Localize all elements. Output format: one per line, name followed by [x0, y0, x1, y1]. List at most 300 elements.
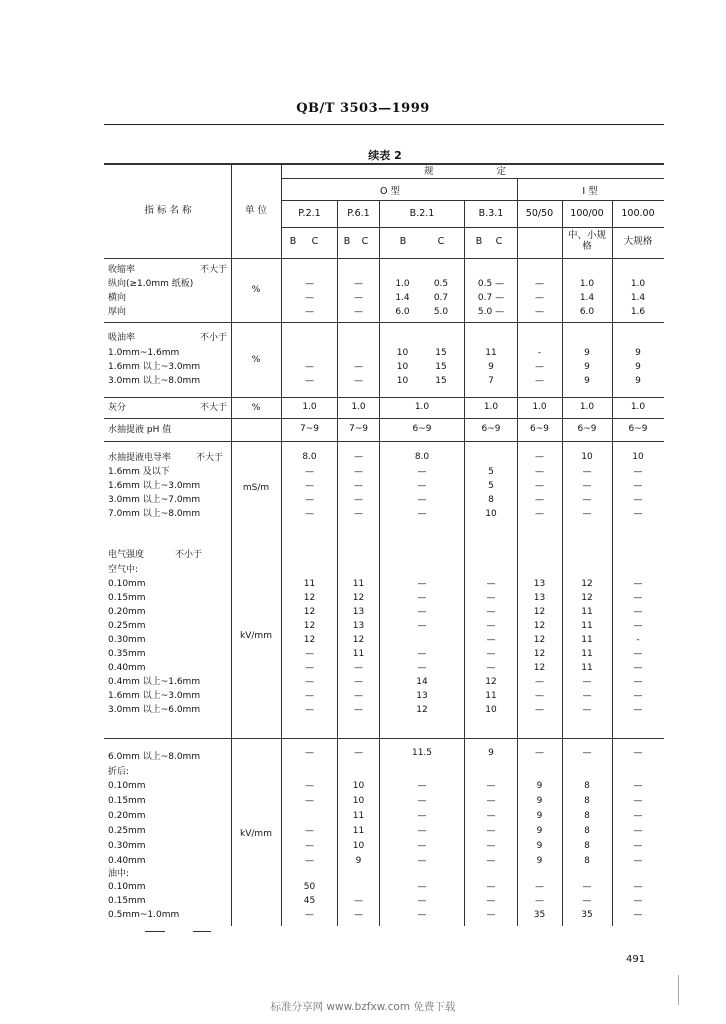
elec2-value: — [417, 841, 427, 851]
shrink-value: 5.0 — [477, 307, 505, 317]
elec2-value: — [633, 811, 643, 821]
indicator-header: 指 标 名 称 [144, 205, 192, 216]
elec2-oil-value: 35 [581, 910, 593, 920]
oil-limit: 不小于 [200, 333, 228, 343]
sub-b31-c: C [495, 236, 503, 247]
elec2-oil-value: — [486, 882, 496, 892]
shrink-value: 0.5 — [477, 279, 505, 289]
oil-value: 9 [635, 348, 641, 358]
sub-mid-small: 中、小规格 [567, 230, 606, 252]
cond-item: 1.6mm 以上~3.0mm [108, 481, 201, 491]
elec2-value: — [305, 826, 314, 836]
cond-value: — [354, 481, 363, 491]
shrink-value: 1.4 [395, 293, 410, 303]
grade-p61: P.6.1 [347, 208, 370, 219]
shrink-item: 纵向(≥1.0mm 纸板) [108, 279, 194, 289]
ash-value: 1.0 [351, 402, 366, 412]
elec-value: 11 [352, 579, 365, 589]
shrink-value: 1.0 [579, 279, 595, 289]
elec2-item: 0.20mm [108, 811, 146, 821]
cond-value: — [633, 509, 643, 519]
elec-value: — [486, 607, 496, 617]
shrink-value: 1.4 [579, 293, 595, 303]
oil-value: — [354, 362, 363, 372]
cond-value: 10 [632, 452, 644, 462]
elec-value: — [582, 691, 592, 701]
shrink-unit: % [251, 285, 261, 295]
elec-item: 0.10mm [108, 579, 146, 589]
elec2-first-value: — [535, 748, 544, 758]
cond-value: — [633, 495, 643, 505]
elec-value: — [354, 677, 363, 687]
elec-value: 12 [533, 649, 546, 659]
elec2-first-item: 6.0mm 以上~8.0mm [108, 752, 201, 762]
grade-100-00b: 100.00 [621, 208, 655, 219]
bottom-stroke [145, 931, 165, 932]
spec-header: 规 定 [423, 166, 537, 177]
oil-value: 9 [584, 362, 590, 372]
cond-title: 水抽提液电导率 [108, 453, 172, 463]
shrink-item: 厚向 [108, 307, 127, 317]
elec2-oil-value: — [417, 910, 427, 920]
elec-item: 3.0mm 以上~6.0mm [108, 705, 201, 715]
elec2-oil-value: 45 [303, 896, 316, 906]
shrink-value: 1.4 [630, 293, 646, 303]
cond-value: 5 [488, 481, 494, 491]
elec-item: 0.25mm [108, 621, 146, 631]
oil-value: 10 [396, 348, 409, 358]
elec-value: 12 [485, 677, 497, 687]
elec-value: 12 [303, 607, 316, 617]
ash-value: 1.0 [630, 402, 646, 412]
elec-value: 12 [303, 635, 316, 645]
cond-value: — [535, 467, 544, 477]
ph-value: 6~9 [577, 424, 597, 434]
elec2-oil-value: — [486, 910, 496, 920]
elec2-value: — [633, 826, 643, 836]
elec-value: — [633, 691, 643, 701]
oil-item: 1.6mm 以上~3.0mm [108, 362, 201, 372]
elec2-value: 11 [352, 811, 365, 821]
shrink-limit: 不大于 [200, 265, 228, 275]
cond-value: 8.0 [414, 452, 430, 462]
shrink-value: — [535, 279, 544, 289]
elec2-value: — [417, 796, 427, 806]
cond-value: — [633, 481, 643, 491]
elec-item: 0.4mm 以上~1.6mm [108, 677, 201, 687]
elec-value: — [354, 705, 363, 715]
elec-limit: 不小于 [175, 550, 203, 560]
elec2-value: 9 [536, 841, 543, 851]
cond-value: — [354, 495, 363, 505]
elec2-value: 10 [352, 841, 365, 851]
elec2-first-value: — [305, 748, 314, 758]
elec-value: 13 [352, 607, 365, 617]
elec2-unit: kV/mm [240, 829, 272, 839]
cond-value: 8 [488, 495, 494, 505]
elec2-value: — [417, 811, 427, 821]
elec-value: - [636, 635, 640, 645]
elec-value: 13 [352, 621, 365, 631]
elec-value: — [305, 705, 314, 715]
elec2-value: — [486, 856, 496, 866]
elec-value: 11 [581, 607, 593, 617]
elec-value: 12 [533, 621, 546, 631]
cond-value: — [535, 452, 544, 462]
elec2-oil-value: — [354, 896, 363, 906]
elec2-oil-value: — [354, 910, 363, 920]
ph-value: 6~9 [530, 424, 549, 434]
ph-title: 水抽提液 pH 值 [108, 425, 172, 435]
elec2-oil-value: — [535, 896, 544, 906]
elec2-value: — [305, 781, 314, 791]
bottom-stroke [193, 931, 211, 932]
elec-value: 12 [352, 593, 365, 603]
elec2-item: 0.40mm [108, 856, 146, 866]
shrink-value: — [535, 307, 544, 317]
elec-value: 11 [303, 579, 316, 589]
elec-value: 11 [485, 691, 497, 701]
elec-value: — [417, 663, 427, 673]
cond-value: — [535, 495, 544, 505]
elec-value: — [305, 691, 314, 701]
shrink-value: — [305, 279, 314, 289]
cond-value: — [582, 467, 592, 477]
grade-100-00a: 100/00 [570, 208, 604, 219]
elec-value: 13 [416, 691, 428, 701]
cond-value: — [305, 481, 314, 491]
elec-value: — [354, 691, 363, 701]
elec-value: — [633, 677, 643, 687]
cond-value: — [305, 467, 314, 477]
oil-value: — [305, 362, 314, 372]
elec-value: — [305, 677, 314, 687]
elec-value: 12 [303, 593, 316, 603]
cond-value: — [354, 467, 363, 477]
elec-value: — [486, 579, 496, 589]
cond-value: — [305, 495, 314, 505]
elec2-first-value: — [354, 748, 363, 758]
elec2-value: 9 [536, 826, 543, 836]
cond-value: — [354, 509, 363, 519]
elec-value: 13 [533, 593, 546, 603]
elec2-oil-value: — [417, 896, 427, 906]
ph-value: 6~9 [412, 424, 432, 434]
oil-value: 11 [485, 348, 497, 358]
oil-value: — [535, 376, 544, 386]
shrink-value: — [354, 293, 363, 303]
elec-value: — [633, 705, 643, 715]
elec-value: — [486, 593, 496, 603]
ph-value: 7~9 [300, 424, 319, 434]
shrink-value: 6.0 [579, 307, 595, 317]
grade-50-50: 50/50 [525, 208, 554, 219]
elec2-value: 8 [584, 826, 590, 836]
cond-limit: 不大于 [196, 453, 224, 463]
elec-item: 0.30mm [108, 635, 146, 645]
elec2-item: 0.10mm [108, 781, 146, 791]
elec-value: 11 [581, 621, 593, 631]
elec2-value: 8 [584, 781, 590, 791]
elec2-value: — [486, 826, 496, 836]
elec2-value: 9 [536, 856, 543, 866]
elec2-value: 8 [584, 841, 590, 851]
oil-value: 9 [635, 362, 641, 372]
elec2-value: — [633, 841, 643, 851]
elec-value: 12 [581, 579, 593, 589]
cond-value: 10 [581, 452, 593, 462]
elec2-value: — [305, 856, 314, 866]
elec2-value: 9 [536, 781, 543, 791]
elec2-value: 10 [352, 796, 365, 806]
cond-value: — [354, 452, 363, 462]
elec-item: 0.40mm [108, 663, 146, 673]
cond-value: — [582, 509, 592, 519]
oil-value: 9 [488, 362, 494, 372]
shrink-value: — [305, 293, 314, 303]
ash-title: 灰分 [108, 403, 127, 413]
sub-p21-b: B [289, 236, 297, 247]
elec2-value: 9 [536, 811, 543, 821]
elec-value: — [633, 649, 643, 659]
cond-value: — [417, 467, 427, 477]
elec2-oil-value: 50 [303, 882, 316, 892]
sub-b21-b: B [399, 236, 407, 247]
elec2-value: 8 [584, 796, 590, 806]
oil-value: — [535, 362, 544, 372]
ash-value: 1.0 [483, 402, 499, 412]
elec2-first-value: — [633, 748, 643, 758]
elec2-oil-label: 油中: [108, 869, 130, 879]
elec2-item: 0.30mm [108, 841, 146, 851]
elec-air-label: 空气中: [108, 565, 139, 575]
elec-value: — [633, 593, 643, 603]
oil-value: 7 [488, 376, 494, 386]
oil-value: 10 [396, 376, 409, 386]
ph-value: 7~9 [349, 424, 368, 434]
type-i-header: I 型 [582, 186, 598, 197]
elec-value: — [417, 607, 427, 617]
elec2-value: — [305, 841, 314, 851]
elec-value: 12 [303, 621, 316, 631]
oil-value: - [537, 348, 542, 358]
shrink-value: 0.7 — [477, 293, 505, 303]
elec-value: — [535, 705, 544, 715]
elec2-oil-value: — [633, 896, 643, 906]
oil-title: 吸油率 [108, 333, 136, 343]
elec2-value: 8 [584, 811, 590, 821]
elec2-value: — [486, 841, 496, 851]
cond-value: — [417, 481, 427, 491]
elec-value: — [633, 607, 643, 617]
shrink-value: — [535, 293, 544, 303]
oil-unit: % [251, 355, 261, 365]
elec-value: — [486, 635, 496, 645]
page-number: 491 [626, 954, 646, 965]
elec-value: 13 [533, 579, 546, 589]
elec2-value: 9 [536, 796, 543, 806]
oil-value: 9 [584, 348, 590, 358]
elec-item: 0.15mm [108, 593, 146, 603]
table-caption: 续表 2 [368, 149, 402, 162]
elec-value: 12 [352, 635, 365, 645]
elec2-oil-value: — [582, 896, 592, 906]
cond-value: 10 [485, 509, 497, 519]
shrink-value: 0.7 [433, 293, 449, 303]
shrink-value: 6.0 [395, 307, 410, 317]
elec2-value: — [417, 781, 427, 791]
elec2-value: — [486, 811, 496, 821]
elec-value: 12 [533, 635, 546, 645]
elec-value: 12 [416, 705, 428, 715]
shrink-value: — [354, 279, 363, 289]
sub-p21-c: C [311, 236, 319, 247]
oil-item: 1.0mm~1.6mm [108, 348, 180, 358]
elec2-item: 0.25mm [108, 826, 146, 836]
oil-value: 15 [435, 376, 447, 386]
elec2-oil-value: — [633, 910, 643, 920]
elec2-oil-value: — [417, 882, 427, 892]
ash-value: 1.0 [414, 402, 430, 412]
elec-item: 0.20mm [108, 607, 146, 617]
shrink-value: 1.0 [630, 279, 646, 289]
ash-value: 1.0 [532, 402, 547, 412]
grade-b21: B.2.1 [409, 208, 435, 219]
elec2-value: 11 [352, 826, 365, 836]
cond-value: — [633, 467, 643, 477]
elec2-value: — [417, 826, 427, 836]
cond-value: — [535, 509, 544, 519]
elec-value: — [582, 677, 592, 687]
elec-value: — [305, 663, 314, 673]
elec-value: — [354, 663, 363, 673]
cond-item: 7.0mm 以上~8.0mm [108, 509, 201, 519]
elec-value: — [417, 621, 427, 631]
elec-value: — [417, 649, 427, 659]
oil-value: 10 [396, 362, 409, 372]
elec-value: — [633, 621, 643, 631]
shrink-value: — [354, 307, 363, 317]
elec2-oil-value: 35 [533, 910, 546, 920]
elec2-oil-value: — [535, 882, 544, 892]
cond-unit: mS/m [242, 483, 270, 493]
elec-value: 11 [581, 649, 593, 659]
elec-value: 12 [533, 663, 546, 673]
ash-limit: 不大于 [200, 403, 228, 413]
oil-value: 15 [435, 348, 447, 358]
elec2-value: 9 [355, 856, 362, 866]
sub-p61-b: B [343, 236, 351, 247]
sub-b21-c: C [437, 236, 445, 247]
cond-value: 5 [488, 467, 494, 477]
cond-item: 3.0mm 以上~7.0mm [108, 495, 201, 505]
elec2-value: — [305, 796, 314, 806]
footer-watermark: 标准分享网 www.bzfxw.com 免费下载 [270, 1001, 456, 1013]
sub-large: 大规格 [623, 236, 653, 247]
elec2-folded-label: 折后: [108, 767, 130, 777]
elec-value: — [535, 691, 544, 701]
ph-value: 6~9 [628, 424, 648, 434]
elec-value: 11 [581, 635, 593, 645]
grade-p21: P.2.1 [298, 208, 321, 219]
cond-value: — [305, 509, 314, 519]
elec-unit: kV/mm [240, 631, 272, 641]
elec-value: — [633, 579, 643, 589]
shrink-value: 0.5 [433, 279, 449, 289]
cond-value: — [535, 481, 544, 491]
shrink-item: 横向 [108, 293, 127, 303]
elec2-oil-value: — [486, 896, 496, 906]
elec2-oil-item: 0.10mm [108, 882, 146, 892]
elec2-oil-value: — [305, 910, 314, 920]
shrink-value: 1.6 [630, 307, 646, 317]
oil-value: 9 [635, 376, 641, 386]
ash-unit: % [251, 403, 261, 413]
elec2-item: 0.15mm [108, 796, 146, 806]
standard-number: QB/T 3503—1999 [296, 101, 430, 116]
elec2-first-value: 11.5 [411, 748, 433, 758]
elec-value: 10 [485, 705, 497, 715]
elec-value: 12 [533, 607, 546, 617]
elec-value: 11 [352, 649, 365, 659]
elec-title: 电气强度 [108, 550, 145, 560]
unit-header: 单 位 [244, 205, 268, 216]
cond-value: — [582, 481, 592, 491]
elec2-value: — [633, 856, 643, 866]
cond-value: — [417, 495, 427, 505]
elec-value: — [535, 677, 544, 687]
oil-value: — [354, 376, 363, 386]
elec2-first-value: 9 [488, 748, 494, 758]
grade-b31: B.3.1 [478, 208, 504, 219]
elec2-value: — [486, 781, 496, 791]
elec2-value: 10 [352, 781, 365, 791]
header-rule [104, 124, 664, 125]
cond-value: — [417, 509, 427, 519]
ph-value: 6~9 [481, 424, 501, 434]
elec2-first-value: — [582, 748, 592, 758]
elec-item: 1.6mm 以上~3.0mm [108, 691, 201, 701]
oil-value: 15 [435, 362, 447, 372]
elec-value: — [417, 579, 427, 589]
elec-value: — [417, 593, 427, 603]
cond-item: 1.6mm 及以下 [108, 467, 170, 477]
type-o-header: O 型 [380, 186, 400, 197]
elec2-value: 8 [584, 856, 590, 866]
elec-value: 12 [581, 593, 593, 603]
elec2-oil-value: — [582, 882, 592, 892]
elec-item: 0.35mm [108, 649, 146, 659]
elec-value: — [633, 663, 643, 673]
shrink-value: 5.0 [433, 307, 449, 317]
shrink-title: 收缩率 [108, 265, 136, 275]
oil-value: — [305, 376, 314, 386]
elec-value: — [486, 649, 496, 659]
shrink-value: 1.0 [395, 279, 410, 289]
oil-item: 3.0mm 以上~8.0mm [108, 376, 201, 386]
elec-value: — [486, 621, 496, 631]
elec2-value: — [417, 856, 427, 866]
elec2-oil-item: 0.15mm [108, 896, 146, 906]
cond-value: — [582, 495, 592, 505]
ash-value: 1.0 [579, 402, 595, 412]
elec-value: 11 [581, 663, 593, 673]
elec2-oil-value: — [633, 882, 643, 892]
elec2-oil-item: 0.5mm~1.0mm [108, 910, 180, 920]
elec2-value: — [633, 796, 643, 806]
sub-b31-b: B [475, 236, 483, 247]
cond-value: 8.0 [302, 452, 317, 462]
